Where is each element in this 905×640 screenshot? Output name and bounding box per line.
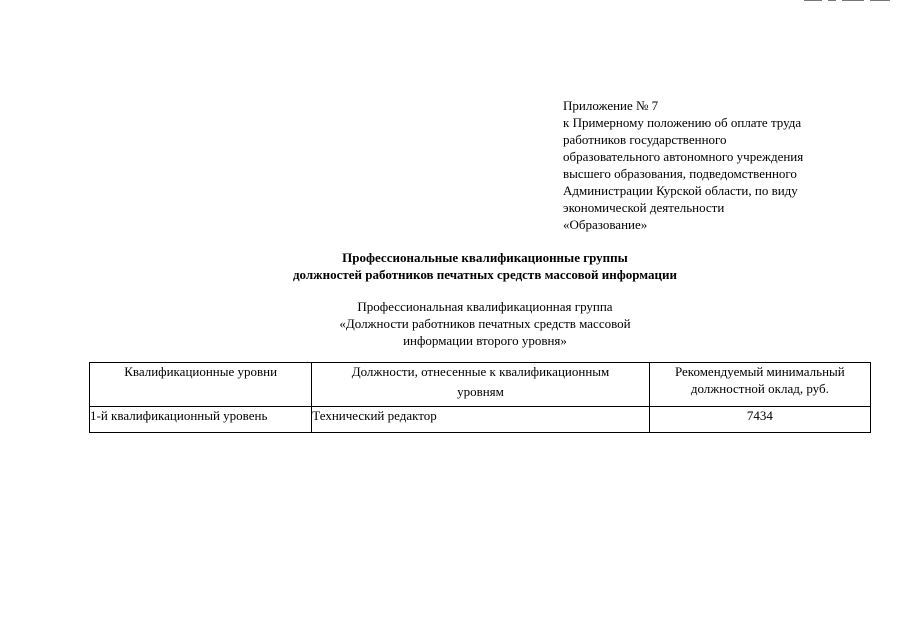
cell-position: Технический редактор [312,407,649,433]
header-min-salary: Рекомендуемый минимальный должностной оклад, руб. [649,363,870,407]
document-title-line-1: Профессиональные квалификационные группы [342,250,628,265]
appendix-line: образовательного автономного учреждения [563,149,804,164]
document-title [150,249,820,283]
cell-level: 1-й квалификационный уровень [90,407,312,433]
appendix-line: высшего образования, подведомственного [563,166,797,181]
header-positions: Должности, отнесенные к квалификационным уровням [312,363,649,407]
appendix-line: «Образование» [563,217,648,232]
appendix-line: Администрации Курской области, по виду [563,183,798,198]
scan-artifact-mark [804,0,899,2]
appendix-line: работников государственного [563,132,727,147]
appendix-note [563,97,863,233]
qualification-table [89,362,871,433]
group-subtitle-line-2: «Должности работников печатных средств массовой [339,316,631,331]
header-qualification-levels: Квалификационные уровни [90,363,312,407]
group-subtitle-line-1: Профессиональная квалификационная группа [357,299,613,314]
appendix-line: экономической деятельности [563,200,725,215]
table-row [90,407,871,433]
appendix-line-number: Приложение № 7 [563,98,659,113]
document-title-line-2: должностей работников печатных средств массовой информации [292,267,677,282]
group-subtitle [150,298,820,349]
group-subtitle-line-3: информации второго уровня» [403,333,567,348]
appendix-line: к Примерному положению об оплате труда [563,115,802,130]
cell-salary: 7434 [649,407,870,433]
table-header-row [90,363,871,407]
